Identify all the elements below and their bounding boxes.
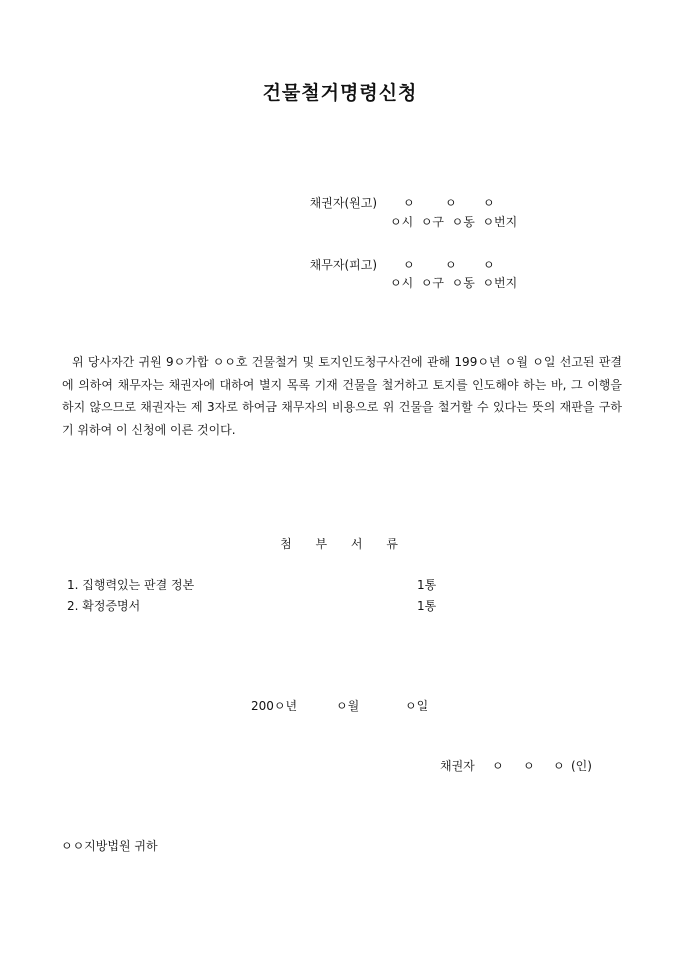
attachment-qty: 1통 bbox=[417, 599, 437, 613]
signature-name-char: ㅇ bbox=[492, 759, 504, 773]
creditor-label: 채권자(원고) bbox=[309, 196, 377, 210]
document-title: 건물철거명령신청 bbox=[262, 82, 418, 104]
debtor-name-char: ㅇ bbox=[403, 258, 415, 272]
debtor-label: 채무자(피고) bbox=[309, 258, 377, 272]
creditor-address: ㅇ시 ㅇ구 ㅇ동 ㅇ번지 bbox=[390, 215, 518, 229]
creditor-name-char: ㅇ bbox=[483, 196, 495, 210]
signature-label: 채권자 bbox=[440, 759, 475, 773]
creditor-name bbox=[403, 194, 495, 211]
creditor-name-char: ㅇ bbox=[445, 196, 457, 210]
debtor-name bbox=[403, 256, 495, 273]
debtor-name-char: ㅇ bbox=[445, 258, 457, 272]
attachment-item: 2. 확정증명서 bbox=[67, 599, 141, 613]
creditor-name-char: ㅇ bbox=[403, 196, 415, 210]
date-year: 200ㅇ년 bbox=[251, 699, 298, 713]
seal-mark: (인) bbox=[571, 759, 592, 773]
signature-name-char: ㅇ bbox=[553, 759, 565, 773]
addressee: ㅇㅇ지방법원 귀하 bbox=[61, 839, 158, 853]
attachment-item: 1. 집행력있는 판결 정본 bbox=[67, 578, 195, 592]
date-day: ㅇ일 bbox=[405, 699, 429, 713]
debtor-address: ㅇ시 ㅇ구 ㅇ동 ㅇ번지 bbox=[390, 276, 518, 290]
signature-name-char: ㅇ bbox=[523, 759, 535, 773]
attachments-heading: 첨 부 서 류 bbox=[280, 537, 400, 551]
signature-name bbox=[492, 757, 565, 774]
debtor-name-char: ㅇ bbox=[483, 258, 495, 272]
body-paragraph: 위 당사자간 귀원 9ㅇ가합 ㅇㅇ호 건물철거 및 토지인도청구사건에 관해 199ㅇ년 ㅇ월 ㅇ일 선고된 판결에 의하여 채무자는 채권자에 대하여 별지 목록 기재 건물을 철거하고 토지를 인도해야 하는 바, 그 이행을 하지 않으므로 채권자는 제 3자로 하여금 채무자의 비용으로 위 건물을 철거할 수 있다는 뜻의 재판을 구하기 위하여 이 신청에 이른 것이다. bbox=[62, 355, 622, 437]
date-month: ㅇ월 bbox=[336, 699, 360, 713]
attachment-qty: 1통 bbox=[417, 578, 437, 592]
